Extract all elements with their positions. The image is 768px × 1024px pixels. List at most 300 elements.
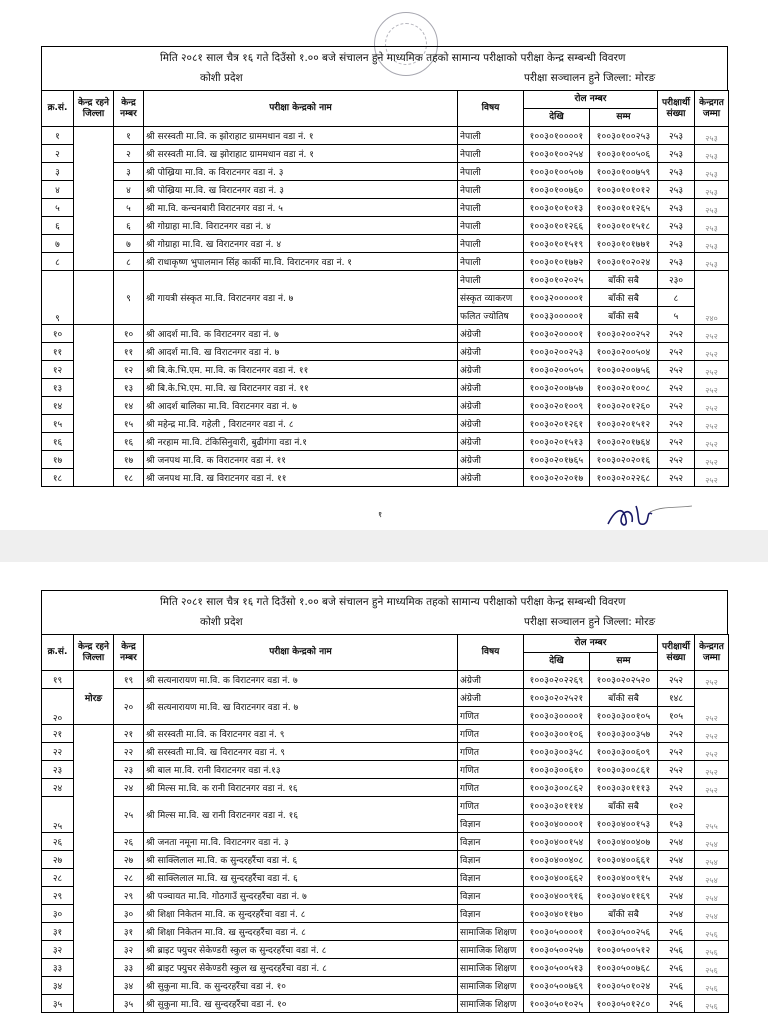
cell-total: २५६ xyxy=(695,941,729,959)
cell-roll-from: १००३०२०१००९ xyxy=(524,397,590,415)
cell-roll-from: १००३०४००००१ xyxy=(524,815,590,833)
col-center-name: परीक्षा केन्द्रको नाम xyxy=(144,91,458,127)
cell-sn: ११ xyxy=(42,343,74,361)
cell-sn: ३ xyxy=(42,163,74,181)
cell-subject: विज्ञान xyxy=(458,887,524,905)
cell-roll-to: १००३०१००२५३ xyxy=(590,127,658,145)
cell-sn: २ xyxy=(42,145,74,163)
cell-center-no: १२ xyxy=(114,361,144,379)
cell-sn: २५ xyxy=(42,797,74,833)
table-row xyxy=(42,361,729,379)
table-row xyxy=(42,995,729,1013)
table-row xyxy=(42,397,729,415)
cell-total: २५२ xyxy=(695,743,729,761)
exam-center-table xyxy=(41,634,729,1013)
cell-center-name: श्री बाल मा.वि. रानी विराटनगर वडा नं.१३ xyxy=(144,761,458,779)
cell-subject: अंग्रेजी xyxy=(458,689,524,707)
cell-count: २५२ xyxy=(658,743,695,761)
cell-count: २३० xyxy=(658,271,695,289)
cell-count: २५३ xyxy=(658,199,695,217)
cell-subject: अंग्रेजी xyxy=(458,469,524,487)
cell-sn: १३ xyxy=(42,379,74,397)
cell-roll-to: बाँकी सबै xyxy=(590,271,658,289)
cell-subject: गणित xyxy=(458,797,524,815)
cell-total: २५२ xyxy=(695,451,729,469)
cell-sn: १ xyxy=(42,127,74,145)
cell-center-no: १० xyxy=(114,325,144,343)
cell-center-name: श्री आदर्श मा.वि. क विराटनगर वडा नं. ७ xyxy=(144,325,458,343)
table-row xyxy=(42,671,729,689)
exam-district-label: परीक्षा सञ्चालन हुने जिल्ला: मोरङ xyxy=(524,72,656,84)
table-row xyxy=(42,469,729,487)
signature-image xyxy=(606,502,696,530)
cell-roll-to: १००३०२०२०१६ xyxy=(590,451,658,469)
cell-center-name: श्री बि.के.भि.एम. मा.वि. ख विराटनगर वडा नं. ११ xyxy=(144,379,458,397)
page-header xyxy=(41,46,728,90)
cell-count: २५२ xyxy=(658,671,695,689)
cell-total: २५३ xyxy=(695,145,729,163)
cell-count: २५६ xyxy=(658,941,695,959)
cell-subject: फलित ज्योतिष xyxy=(458,307,524,325)
cell-count: २५२ xyxy=(658,343,695,361)
cell-sn: २० xyxy=(42,689,74,725)
col-roll: रोल नम्बर xyxy=(524,635,658,653)
cell-subject: गणित xyxy=(458,707,524,725)
cell-total: २५६ xyxy=(695,995,729,1013)
cell-count: २५३ xyxy=(658,253,695,271)
cell-roll-to: बाँकी सबै xyxy=(590,689,658,707)
table-row xyxy=(42,833,729,851)
cell-center-no: २० xyxy=(114,689,144,725)
cell-roll-from: १००३०१०१०१३ xyxy=(524,199,590,217)
cell-sn: ६ xyxy=(42,217,74,235)
cell-center-no: २४ xyxy=(114,779,144,797)
cell-roll-from: १००३०१००७६० xyxy=(524,181,590,199)
cell-sn: ४ xyxy=(42,181,74,199)
cell-center-no: ३२ xyxy=(114,941,144,959)
cell-roll-to: १००३०२०१००८ xyxy=(590,379,658,397)
cell-sn: ३० xyxy=(42,905,74,923)
cell-subject: अंग्रेजी xyxy=(458,433,524,451)
cell-roll-to: १००३०३००३५७ xyxy=(590,725,658,743)
table-row xyxy=(42,941,729,959)
cell-roll-from: १००३३०००००१ xyxy=(524,307,590,325)
cell-subject: अंग्रेजी xyxy=(458,397,524,415)
cell-center-no: १३ xyxy=(114,379,144,397)
cell-roll-to: १००३०१०१७७१ xyxy=(590,235,658,253)
cell-sn: १९ xyxy=(42,671,74,689)
cell-count: २५२ xyxy=(658,469,695,487)
cell-subject: नेपाली xyxy=(458,181,524,199)
cell-total: २५२ xyxy=(695,779,729,797)
cell-roll-to: बाँकी सबै xyxy=(590,307,658,325)
cell-center-no: १ xyxy=(114,127,144,145)
cell-total: २५२ xyxy=(695,343,729,361)
cell-roll-from: १००३०२०१७६५ xyxy=(524,451,590,469)
cell-subject: सामाजिक शिक्षण xyxy=(458,923,524,941)
cell-subject: विज्ञान xyxy=(458,869,524,887)
cell-roll-from: १००३०१०२०२५ xyxy=(524,271,590,289)
cell-total: २५२ xyxy=(695,433,729,451)
cell-subject: विज्ञान xyxy=(458,815,524,833)
cell-sn: २८ xyxy=(42,869,74,887)
cell-center-no: ३५ xyxy=(114,995,144,1013)
cell-roll-to: १००३०१०१२६५ xyxy=(590,199,658,217)
cell-center-no: ४ xyxy=(114,181,144,199)
cell-center-no: १७ xyxy=(114,451,144,469)
cell-center-no: २६ xyxy=(114,833,144,851)
cell-count: २५३ xyxy=(658,217,695,235)
cell-center-no: ७ xyxy=(114,235,144,253)
cell-subject: गणित xyxy=(458,743,524,761)
province-label: कोशी प्रदेश xyxy=(200,72,243,84)
table-row xyxy=(42,199,729,217)
cell-center-name: श्री मिल्स मा.वि. क रानी विराटनगर वडा नं. १६ xyxy=(144,779,458,797)
table-row xyxy=(42,923,729,941)
cell-center-name: श्री ब्राइट फ्युचर सेकेण्डरी स्कुल ख सुन्दरहरैंचा वडा नं. ८ xyxy=(144,959,458,977)
cell-center-name: श्री गायत्री संस्कृत मा.वि. विराटनगर वडा नं. ७ xyxy=(144,271,458,325)
cell-count: ५ xyxy=(658,307,695,325)
col-roll-to: सम्म xyxy=(590,109,658,127)
page-header xyxy=(41,590,728,634)
cell-center-name: श्री शिक्षा निकेतन मा.वि. ख सुन्दरहरैंचा वडा नं. ८ xyxy=(144,923,458,941)
cell-center-no: ९ xyxy=(114,271,144,325)
cell-count: २५३ xyxy=(658,181,695,199)
cell-subject: अंग्रेजी xyxy=(458,415,524,433)
cell-count: २५२ xyxy=(658,379,695,397)
cell-roll-from: १००३०२०२०१७ xyxy=(524,469,590,487)
cell-roll-to: १००३०२०२५२० xyxy=(590,671,658,689)
cell-center-name: श्री आदर्श मा.वि. ख विराटनगर वडा नं. ७ xyxy=(144,343,458,361)
cell-roll-from: १००३०४००४०८ xyxy=(524,851,590,869)
cell-center-name: श्री सरस्वती मा.वि. क विराटनगर वडा नं. ९ xyxy=(144,725,458,743)
cell-subject: नेपाली xyxy=(458,271,524,289)
cell-count: २५२ xyxy=(658,779,695,797)
document-page-2 xyxy=(0,562,768,1024)
col-center-no: केन्द्र नम्बर xyxy=(114,635,144,671)
cell-roll-to: १००३०५००५१२ xyxy=(590,941,658,959)
cell-subject: नेपाली xyxy=(458,217,524,235)
page-number: १ xyxy=(378,510,383,519)
cell-roll-to: बाँकी सबै xyxy=(590,289,658,307)
cell-roll-from: १००३०४००९१६ xyxy=(524,887,590,905)
cell-count: ८ xyxy=(658,289,695,307)
cell-roll-to: १००३०४०११६९ xyxy=(590,887,658,905)
cell-count: २५२ xyxy=(658,451,695,469)
cell-center-no: २७ xyxy=(114,851,144,869)
table-row xyxy=(42,743,729,761)
cell-center-no: १९ xyxy=(114,671,144,689)
cell-total: २५२ xyxy=(695,469,729,487)
cell-center-no: २१ xyxy=(114,725,144,743)
cell-total: २५४ xyxy=(695,833,729,851)
col-roll-to: सम्म xyxy=(590,653,658,671)
cell-roll-to: १००३०३००६०९ xyxy=(590,743,658,761)
cell-subject: अंग्रेजी xyxy=(458,325,524,343)
cell-sn: ३३ xyxy=(42,959,74,977)
table-row xyxy=(42,379,729,397)
cell-center-no: १४ xyxy=(114,397,144,415)
cell-count: १४८ xyxy=(658,689,695,707)
cell-count: २५४ xyxy=(658,905,695,923)
col-district: केन्द्र रहने जिल्ला xyxy=(74,635,114,671)
cell-roll-to: १००३०४००९१५ xyxy=(590,869,658,887)
table-row xyxy=(42,145,729,163)
cell-roll-from: १००३०१०१५१९ xyxy=(524,235,590,253)
cell-count: २५२ xyxy=(658,325,695,343)
cell-roll-to: १००३०४००६६१ xyxy=(590,851,658,869)
table-row xyxy=(42,869,729,887)
cell-center-name: श्री राधाकृष्ण भुपालमान सिंह कार्की मा.वि. विराटनगर वडा नं. १ xyxy=(144,253,458,271)
cell-sn: ३५ xyxy=(42,995,74,1013)
cell-center-no: २३ xyxy=(114,761,144,779)
cell-subject: नेपाली xyxy=(458,199,524,217)
cell-count: २५२ xyxy=(658,361,695,379)
cell-center-name: श्री पञ्चायत मा.वि. गोठगाउँ सुन्दरहरैंचा वडा नं. ७ xyxy=(144,887,458,905)
cell-count: १०२ xyxy=(658,797,695,815)
col-roll-from: देखि xyxy=(524,653,590,671)
cell-center-name: श्री सरस्वती मा.वि. ख विराटनगर वडा नं. ९ xyxy=(144,743,458,761)
cell-roll-from: १००३०१००२५४ xyxy=(524,145,590,163)
cell-total: २५६ xyxy=(695,977,729,995)
cell-sn: १५ xyxy=(42,415,74,433)
cell-roll-from: १००३०५००२५७ xyxy=(524,941,590,959)
cell-roll-from: १००३०५०१०२५ xyxy=(524,995,590,1013)
cell-total: २५२ xyxy=(695,415,729,433)
cell-subject: सामाजिक शिक्षण xyxy=(458,959,524,977)
cell-roll-from: १००३०५००७६९ xyxy=(524,977,590,995)
cell-roll-from: १००३०२०२२६९ xyxy=(524,671,590,689)
cell-total: २५४ xyxy=(695,869,729,887)
cell-roll-from: १००३०२००७५७ xyxy=(524,379,590,397)
table-row xyxy=(42,271,729,289)
cell-sn: ५ xyxy=(42,199,74,217)
cell-center-name: श्री नरहाम मा.वि. टंकिसिनुवारी, बुढीगंगा वडा नं.१ xyxy=(144,433,458,451)
cell-subject: नेपाली xyxy=(458,145,524,163)
cell-center-name: श्री सत्यनारायण मा.वि. ख विराटनगर वडा नं. ७ xyxy=(144,689,458,725)
cell-roll-to: १००३०२०१५१२ xyxy=(590,415,658,433)
table-row xyxy=(42,217,729,235)
col-sn: क्र.सं. xyxy=(42,635,74,671)
cell-center-no: ११ xyxy=(114,343,144,361)
cell-roll-to: १००३०५००७६८ xyxy=(590,959,658,977)
col-center-name: परीक्षा केन्द्रको नाम xyxy=(144,635,458,671)
cell-center-no: २५ xyxy=(114,797,144,833)
cell-count: २५२ xyxy=(658,415,695,433)
cell-district xyxy=(74,725,114,1013)
cell-center-name: श्री मा.वि. कन्चनबारी विराटनगर वडा नं. ५ xyxy=(144,199,458,217)
cell-total: २५४ xyxy=(695,905,729,923)
cell-subject: संस्कृत व्याकरण xyxy=(458,289,524,307)
cell-center-no: ३१ xyxy=(114,923,144,941)
cell-total: २५२ xyxy=(695,361,729,379)
cell-roll-from: १००३०४००६६२ xyxy=(524,869,590,887)
cell-total: २५२ xyxy=(695,761,729,779)
cell-sn: २६ xyxy=(42,833,74,851)
cell-sn: १२ xyxy=(42,361,74,379)
cell-subject: गणित xyxy=(458,779,524,797)
cell-count: २५२ xyxy=(658,761,695,779)
col-roll: रोल नम्बर xyxy=(524,91,658,109)
cell-roll-to: १००३०४००१५३ xyxy=(590,815,658,833)
cell-sn: ३१ xyxy=(42,923,74,941)
cell-center-name: श्री सुकुना मा.वि. ख सुन्दरहरैंचा वडा नं. १० xyxy=(144,995,458,1013)
cell-center-name: श्री जनता नमूना मा.वि. विराटनगर वडा नं. ३ xyxy=(144,833,458,851)
cell-subject: गणित xyxy=(458,725,524,743)
col-sn: क्र.सं. xyxy=(42,91,74,127)
cell-total: २५३ xyxy=(695,181,729,199)
cell-total: २५६ xyxy=(695,923,729,941)
cell-roll-to: बाँकी सबै xyxy=(590,905,658,923)
cell-roll-to: १००३०२०१२६० xyxy=(590,397,658,415)
cell-count: २५३ xyxy=(658,145,695,163)
cell-roll-from: १००३०१०१२६६ xyxy=(524,217,590,235)
table-row xyxy=(42,959,729,977)
cell-sn: २३ xyxy=(42,761,74,779)
cell-roll-to: १००३०३०१११३ xyxy=(590,779,658,797)
cell-subject: नेपाली xyxy=(458,163,524,181)
cell-roll-from: १००३०५००००१ xyxy=(524,923,590,941)
cell-roll-to: १००३०१०२०२४ xyxy=(590,253,658,271)
cell-total: २५३ xyxy=(695,253,729,271)
cell-subject: नेपाली xyxy=(458,127,524,145)
cell-total: २५३ xyxy=(695,199,729,217)
cell-total: २५२ xyxy=(695,397,729,415)
cell-center-no: ८ xyxy=(114,253,144,271)
cell-center-name: श्री सुकुना मा.वि. क सुन्दरहरैंचा वडा नं. १० xyxy=(144,977,458,995)
cell-roll-from: १००३०२००००१ xyxy=(524,325,590,343)
col-count: परीक्षार्थी संख्या xyxy=(658,635,695,671)
table-row xyxy=(42,905,729,923)
cell-center-name: श्री पोख्रिया मा.वि. क विराटनगर वडा नं. ३ xyxy=(144,163,458,181)
cell-roll-from: १००३०२०१२६१ xyxy=(524,415,590,433)
cell-roll-to: १००३०१००७५९ xyxy=(590,163,658,181)
cell-roll-from: १००३०२०१५१३ xyxy=(524,433,590,451)
table-row xyxy=(42,181,729,199)
cell-center-name: श्री शिक्षा निकेतन मा.वि. क सुन्दरहरैंचा वडा नं. ८ xyxy=(144,905,458,923)
cell-count: २५३ xyxy=(658,235,695,253)
cell-count: २५६ xyxy=(658,959,695,977)
cell-total: २५३ xyxy=(695,235,729,253)
cell-roll-to: १००३०२००७५६ xyxy=(590,361,658,379)
cell-center-no: १६ xyxy=(114,433,144,451)
cell-center-name: श्री सरस्वती मा.वि. क झोराहाट ग्राममधान वडा नं. १ xyxy=(144,127,458,145)
cell-count: २५४ xyxy=(658,833,695,851)
cell-total: २४० xyxy=(695,271,729,325)
cell-sn: २७ xyxy=(42,851,74,869)
cell-count: २५४ xyxy=(658,851,695,869)
cell-roll-to: १००३०५०१०२४ xyxy=(590,977,658,995)
cell-sn: २२ xyxy=(42,743,74,761)
table-row xyxy=(42,343,729,361)
cell-district: मोरङ xyxy=(74,671,114,725)
col-roll-from: देखि xyxy=(524,109,590,127)
table-row xyxy=(42,253,729,271)
cell-total: २५५ xyxy=(695,797,729,833)
cell-total: २५४ xyxy=(695,887,729,905)
cell-center-no: १८ xyxy=(114,469,144,487)
cell-roll-to: १००३०२००५०४ xyxy=(590,343,658,361)
cell-roll-from: १००३०२०२५२१ xyxy=(524,689,590,707)
cell-subject: सामाजिक शिक्षण xyxy=(458,995,524,1013)
cell-count: २५४ xyxy=(658,887,695,905)
table-row xyxy=(42,451,729,469)
cell-subject: अंग्रेजी xyxy=(458,343,524,361)
cell-roll-to: १००३०३००८६१ xyxy=(590,761,658,779)
cell-center-no: ३३ xyxy=(114,959,144,977)
province-label: कोशी प्रदेश xyxy=(200,616,243,628)
cell-roll-to: १००३०२०२२६८ xyxy=(590,469,658,487)
cell-sn: २९ xyxy=(42,887,74,905)
cell-total: २५३ xyxy=(695,217,729,235)
cell-roll-from: १००३०३००३५८ xyxy=(524,743,590,761)
cell-center-no: ३४ xyxy=(114,977,144,995)
cell-sn: १६ xyxy=(42,433,74,451)
cell-roll-from: १००३०१००५०७ xyxy=(524,163,590,181)
cell-center-name: श्री जनपथ मा.वि. क विराटनगर वडा नं. ११ xyxy=(144,451,458,469)
cell-center-no: २२ xyxy=(114,743,144,761)
cell-count: २५३ xyxy=(658,127,695,145)
cell-roll-from: १००३०१००००१ xyxy=(524,127,590,145)
cell-sn: ३२ xyxy=(42,941,74,959)
cell-roll-from: १००३०२००५०५ xyxy=(524,361,590,379)
cell-roll-from: १००३०१०१७७२ xyxy=(524,253,590,271)
cell-center-no: २८ xyxy=(114,869,144,887)
cell-roll-to: १००३०२०१७६४ xyxy=(590,433,658,451)
cell-roll-to: १००३०१०१५१८ xyxy=(590,217,658,235)
cell-subject: विज्ञान xyxy=(458,851,524,869)
cell-center-name: श्री गोग्राहा मा.वि. विराटनगर वडा नं. ४ xyxy=(144,217,458,235)
cell-roll-from: १००३०३००१०६ xyxy=(524,725,590,743)
table-row xyxy=(42,725,729,743)
cell-subject: नेपाली xyxy=(458,235,524,253)
cell-roll-to: १००३०१००५०६ xyxy=(590,145,658,163)
cell-center-no: ३ xyxy=(114,163,144,181)
col-subject: विषय xyxy=(458,635,524,671)
cell-center-no: २ xyxy=(114,145,144,163)
cell-roll-to: १००३०३००१०५ xyxy=(590,707,658,725)
cell-center-name: श्री मिल्स मा.वि. ख रानी विराटनगर वडा नं. १६ xyxy=(144,797,458,833)
cell-sn: १० xyxy=(42,325,74,343)
cell-count: २५२ xyxy=(658,433,695,451)
cell-total: २५२ xyxy=(695,325,729,343)
exam-center-table xyxy=(41,90,729,487)
col-total: केन्द्रगत जम्मा xyxy=(695,91,729,127)
col-total: केन्द्रगत जम्मा xyxy=(695,635,729,671)
cell-roll-to: बाँकी सबै xyxy=(590,797,658,815)
cell-sn: १८ xyxy=(42,469,74,487)
table-row xyxy=(42,851,729,869)
cell-roll-to: १००३०५००२५६ xyxy=(590,923,658,941)
cell-count: २५६ xyxy=(658,977,695,995)
table-row xyxy=(42,127,729,145)
cell-subject: सामाजिक शिक्षण xyxy=(458,941,524,959)
cell-subject: नेपाली xyxy=(458,253,524,271)
cell-count: २५४ xyxy=(658,869,695,887)
cell-subject: अंग्रेजी xyxy=(458,451,524,469)
cell-center-name: श्री आदर्श बालिका मा.वि. विराटनगर वडा नं. ७ xyxy=(144,397,458,415)
cell-total: २५२ xyxy=(695,671,729,689)
cell-roll-from: १००३०३००००१ xyxy=(524,707,590,725)
cell-total: २५२ xyxy=(695,689,729,725)
cell-roll-to: १००३०५०१२८० xyxy=(590,995,658,1013)
cell-center-name: श्री जनपथ मा.वि. ख विराटनगर वडा नं. ११ xyxy=(144,469,458,487)
exam-district-label: परीक्षा सञ्चालन हुने जिल्ला: मोरङ xyxy=(524,616,656,628)
cell-center-name: श्री सरस्वती मा.वि. ख झोराहाट ग्राममधान वडा नं. १ xyxy=(144,145,458,163)
cell-roll-from: १००३०३००८६२ xyxy=(524,779,590,797)
cell-roll-from: १००३०२००२५३ xyxy=(524,343,590,361)
cell-count: २५२ xyxy=(658,397,695,415)
